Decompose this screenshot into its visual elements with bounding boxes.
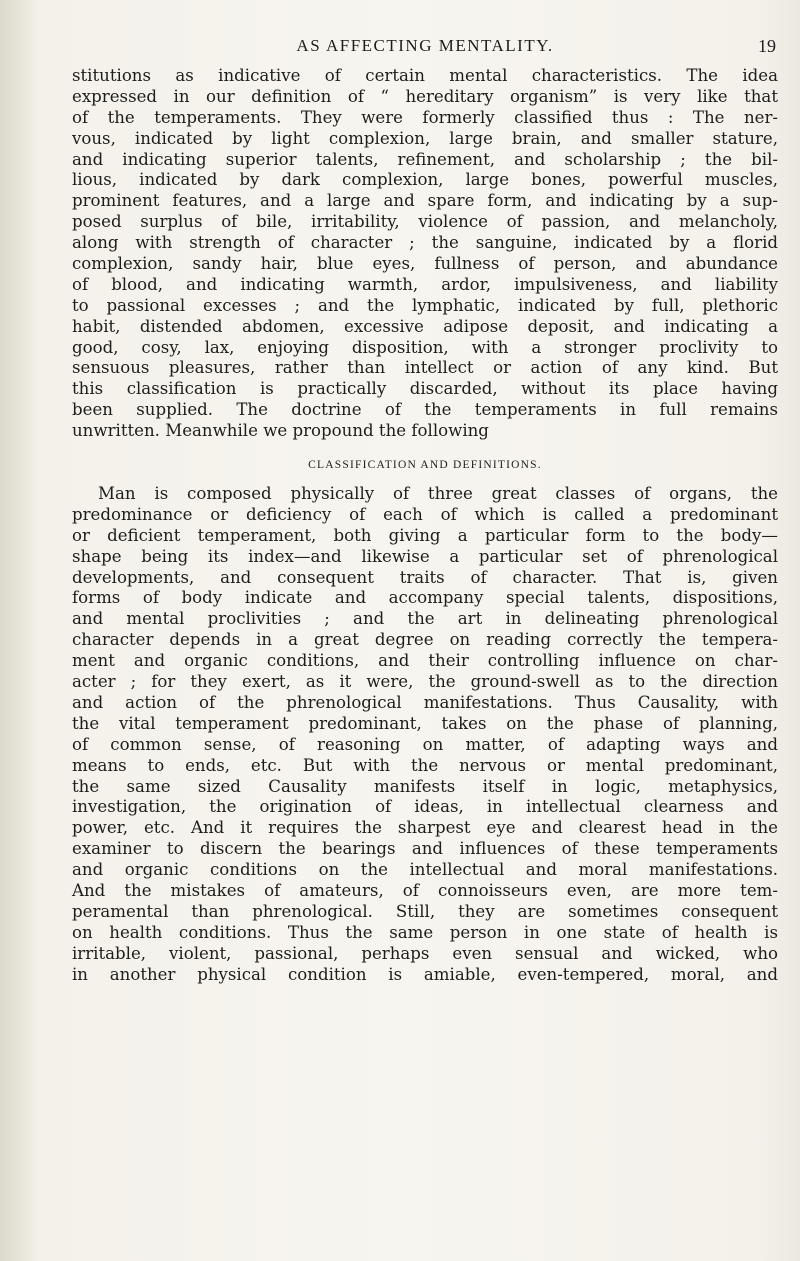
text-line: forms of body indicate and accompany special talents, dispositions, [72, 588, 778, 608]
book-page [72, 36, 778, 985]
text-line: shape being its index—and likewise a particular set of phrenological [72, 546, 778, 566]
text-line: habit, distended abdomen, excessive adipose deposit, and indicating a [72, 316, 778, 336]
text-line: irritable, violent, passional, perhaps even sensual and wicked, who [72, 943, 778, 963]
text-line: along with strength of character ; the sanguine, indicated by a florid [72, 233, 778, 253]
text-line: examiner to discern the bearings and influences of these temperaments [72, 839, 778, 859]
text-line: predominance or deficiency of each of which is called a predominant [72, 504, 778, 524]
text-line: vous, indicated by light complexion, large brain, and smaller stature, [72, 128, 778, 148]
text-line: Man is composed physically of three great classes of organs, the [98, 484, 778, 504]
text-line: in another physical condition is amiable, even-tempered, moral, and [72, 964, 778, 984]
text-line: to passional excesses ; and the lymphatic, indicated by full, plethoric [72, 295, 778, 315]
text-line: posed surplus of bile, irritability, violence of passion, and melancholy, [72, 212, 778, 232]
text-line: character depends in a great degree on reading correctly the tempera- [72, 630, 778, 650]
text-line: and organic conditions on the intellectual and moral manifestations. [72, 860, 778, 880]
text-line: prominent features, and a large and spare form, and indicating by a sup- [72, 191, 778, 211]
text-line: the same sized Causality manifests itself in logic, metaphysics, [72, 776, 778, 796]
running-head [72, 36, 778, 66]
text-line: lious, indicated by dark complexion, large bones, powerful muscles, [72, 170, 778, 190]
running-title: AS AFFECTING MENTALITY. [296, 36, 554, 55]
text-line: power, etc. And it requires the sharpest eye and clearest head in the [72, 818, 778, 838]
text-line: or deficient temperament, both giving a particular form to the body— [72, 525, 778, 545]
text-line: unwritten. Meanwhile we propound the following [72, 421, 489, 441]
page-number: 19 [758, 36, 776, 56]
text-line: complexion, sandy hair, blue eyes, fullness of person, and abundance [72, 254, 778, 274]
text-line: means to ends, etc. But with the nervous or mental predominant, [72, 755, 778, 775]
text-line: and action of the phrenological manifestations. Thus Causality, with [72, 692, 778, 712]
text-line: been supplied. The doctrine of the temperaments in full remains [72, 400, 778, 420]
text-line: developments, and consequent traits of character. That is, given [72, 567, 778, 587]
text-line: And the mistakes of amateurs, of connoisseurs even, are more tem- [72, 880, 778, 900]
text-line: on health conditions. Thus the same person in one state of health is [72, 922, 778, 942]
paragraph-temperaments [72, 66, 778, 442]
text-line: of blood, and indicating warmth, ardor, impulsiveness, and liability [72, 274, 778, 294]
text-line: ment and organic conditions, and their controlling influence on char- [72, 651, 778, 671]
text-line: stitutions as indicative of certain mental characteristics. The idea [72, 66, 778, 85]
text-line: this classification is practically discarded, without its place having [72, 379, 778, 399]
section-heading: CLASSIFICATION AND DEFINITIONS. [308, 459, 542, 472]
text-line: peramental than phrenological. Still, they are sometimes consequent [72, 901, 778, 921]
text-line: good, cosy, lax, enjoying disposition, with a stronger proclivity to [72, 337, 778, 357]
text-line: the vital temperament predominant, takes on the phase of planning, [72, 713, 778, 733]
text-line: expressed in our definition of “ hereditary organism” is very like that [72, 86, 778, 106]
text-line: investigation, the origination of ideas, in intellectual clearness and [72, 797, 778, 817]
text-line: acter ; for they exert, as it were, the ground-swell as to the direction [72, 672, 778, 692]
text-line: and indicating superior talents, refinement, and scholarship ; the bil- [72, 149, 778, 169]
text-line: sensuous pleasures, rather than intellect or action of any kind. But [72, 358, 778, 378]
text-line: of the temperaments. They were formerly classified thus : The ner- [72, 107, 778, 127]
text-line: and mental proclivities ; and the art in delineating phrenological [72, 609, 778, 629]
paragraph-classification [72, 484, 778, 985]
page-edge-shadow [0, 0, 38, 1261]
text-line: of common sense, of reasoning on matter, of adapting ways and [72, 734, 778, 754]
